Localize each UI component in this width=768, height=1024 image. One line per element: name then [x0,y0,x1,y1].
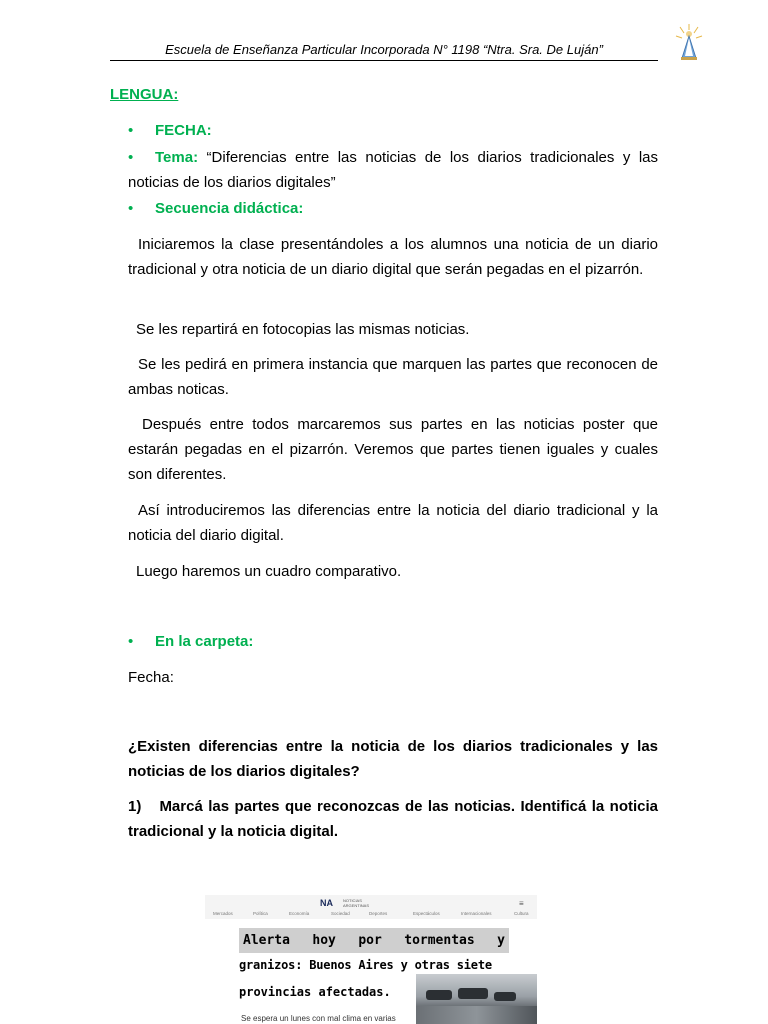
subject-title: LENGUA: [110,86,179,103]
nav-item: Deportes [369,911,388,916]
news-lead: Se espera un lunes con mal clima en varias [241,1014,396,1023]
task-number: 1) [128,798,142,815]
nav-item: Sociedad [331,911,350,916]
school-header: Escuela de Enseñanza Particular Incorporada N° 1198 “Ntra. Sra. De Luján” [165,42,603,57]
news-clipping [205,895,537,1024]
nav-item: Economía [289,911,310,916]
list-item-tema [128,145,658,195]
bullet-icon: • [128,200,134,217]
carpeta-fecha: Fecha: [128,669,174,686]
news-nav [205,911,537,919]
nav-item: Política [253,911,268,916]
news-headline-line-2: granizos: Buenos Aires y otras siete [239,958,492,972]
task-text: Marcá las partes que reconozcas de las noticias. Identificá la noticia tradicional y la noticia digital. [128,798,659,840]
hamburger-menu-icon: ≡ [519,899,524,908]
tema-text: “Diferencias entre las noticias de los diarios tradicionales y las noticias de los diarios digitales” [128,149,658,191]
bullet-icon: • [128,149,134,166]
fecha-label: FECHA: [155,122,212,139]
virgin-lujan-logo [674,22,704,62]
paragraph-4: Después entre todos marcaremos sus partes en las noticias poster que estarán pegadas en el pizarrón. Veremos que partes tienen iguales y cuales son diferentes. [128,416,658,483]
news-logo-subtitle: NOTICIAS ARGENTINAS [343,898,370,908]
news-photo [416,974,537,1024]
bullet-icon: • [128,633,134,650]
main-question: ¿Existen diferencias entre la noticia de los diarios tradicionales y las noticias de los diarios digitales? [128,738,658,780]
paragraph-6: Luego haremos un cuadro comparativo. [136,563,402,580]
secuencia-label: Secuencia didáctica: [155,200,304,217]
list-item-carpeta [128,629,658,654]
list-item-secuencia [128,196,658,221]
news-logo: NA [320,898,333,908]
header-divider [110,60,658,61]
news-headline-line-3: provincias afectadas. [239,985,391,999]
nav-item: Cultura [514,911,529,916]
nav-item: Espectáculos [413,911,440,916]
nav-item: Internacionales [461,911,492,916]
paragraph-2: Se les repartirá en fotocopias las mismas noticias. [136,321,470,338]
tema-label: Tema: [155,149,199,166]
paragraph-1: Iniciaremos la clase presentándoles a los alumnos una noticia de un diario tradicional y otra noticia de un diario digital que serán pegadas en el pizarrón. [128,236,658,278]
nav-item: Mercados [213,911,233,916]
bullet-icon: • [128,122,134,139]
paragraph-5: Así introduciremos las diferencias entre la noticia del diario tradicional y la noticia del diario digital. [128,502,658,544]
news-headline-line-1: Alerta hoy por tormentas y [239,928,509,953]
carpeta-label: En la carpeta: [155,633,254,650]
list-item-fecha [128,118,658,143]
task-1 [128,794,658,844]
paragraph-3: Se les pedirá en primera instancia que marquen las partes que reconocen de ambas noticas. [128,356,658,398]
